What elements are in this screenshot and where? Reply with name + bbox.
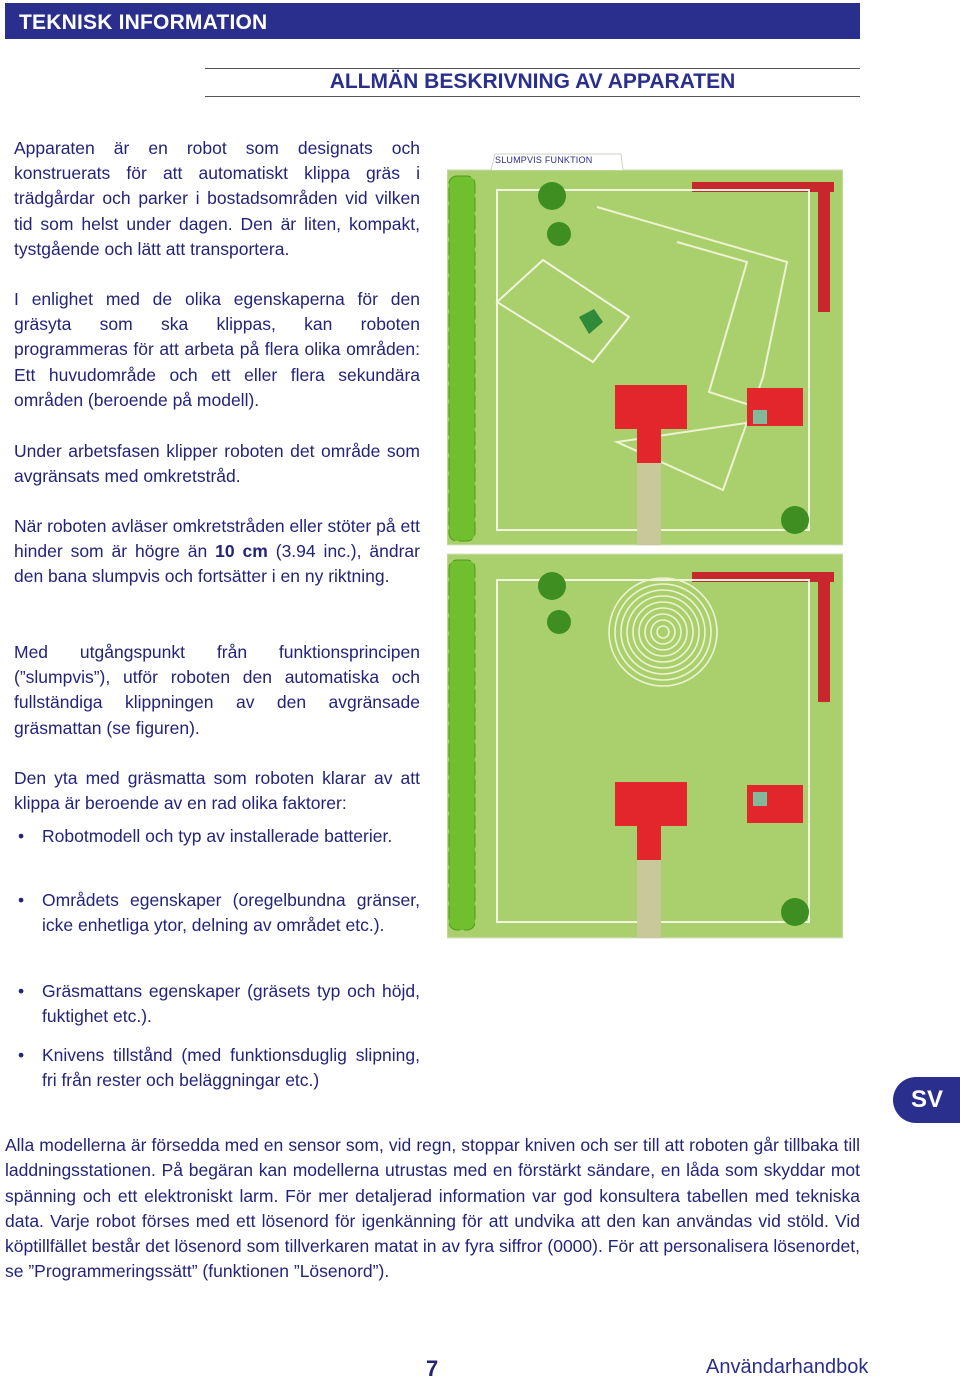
bullet-dot: • xyxy=(18,1045,25,1065)
header-title: TEKNISK INFORMATION xyxy=(19,11,268,34)
language-badge xyxy=(893,1077,960,1123)
random-mode-panel xyxy=(447,152,843,545)
section-rule-top xyxy=(205,68,860,69)
section-rule-bottom xyxy=(205,96,860,97)
bullet-item xyxy=(14,824,420,849)
bullet-text: Robotmodell och typ av installerade batterier. xyxy=(42,826,393,846)
bullet-dot: • xyxy=(18,826,25,846)
paragraph-2: I enlighet med de olika egenskaperna för den gräsyta som ska klippas, kan roboten programmeras för att arbeta på flera olika områden: Ett huvudområde och ett eller flera sekundära områden (beroende på modell). xyxy=(14,289,420,410)
figure-label: SLUMPVIS FUNKTION xyxy=(495,155,593,165)
bullet-text: Gräsmattans egenskaper (gräsets typ och höjd, fuktighet etc.). xyxy=(42,981,420,1027)
footer-title: Användarhandbok xyxy=(706,1356,869,1378)
full-width-paragraph: Alla modellerna är försedda med en sensor som, vid regn, stoppar kniven och ser till att roboten går tillbaka till laddningsstationen. På begäran kan modellerna utrustas med en förstärkt sändare, en låda som skyddar mot spänning och ett elektroniskt larm. För mer detaljerad information var god konsultera tabellen med tekniska data. Varje robot förses med ett lösenord för igenkänning för att undvika att den kan användas vid stöld. Vid köptillfället består det lösenord som tillverkaren matat in av fyra siffror (0000). För att personalisera lösenordet, se ”Programmeringssätt” (funktionen ”Lösenord”). xyxy=(5,1135,860,1282)
bullet-item xyxy=(14,888,420,938)
paragraph-6: Den yta med gräsmatta som roboten klarar av att klippa är beroende av en rad olika faktorer: xyxy=(14,768,420,814)
page-number: 7 xyxy=(426,1356,439,1381)
language-badge-text: SV xyxy=(911,1086,944,1113)
garden-illustration xyxy=(447,152,843,940)
paragraph-5: Med utgångspunkt från funktionsprincipen (”slumpvis”), utför roboten den automatiska och fullständiga klippningen av den avgränsade gräsmattan (se figuren). xyxy=(14,642,420,738)
paragraph-1: Apparaten är en robot som designats och konstruerats för att automatiskt klippa gräs i trädgårdar och parker i bostadsområden vid vilken tid som helst under dagen. Den är liten, kompakt, tystgående och lätt att transportera. xyxy=(14,138,420,259)
paragraph-3: Under arbetsfasen klipper roboten det område som avgränsats med omkretstråd. xyxy=(14,441,420,487)
header-bar xyxy=(5,3,860,39)
paragraph-4: När roboten avläser omkretstråden eller stöter på ett hinder som är högre än 10 cm (3.94 inc.), ändrar den bana slumpvis och fortsätter i en ny riktning. xyxy=(14,516,420,587)
spiral-mode-panel xyxy=(447,554,843,938)
bullet-text: Knivens tillstånd (med funktionsduglig slipning, fri från rester och beläggningar etc.) xyxy=(42,1045,420,1091)
bullet-dot: • xyxy=(18,890,25,910)
bullet-text: Områdets egenskaper (oregelbundna gränser, icke enhetliga ytor, delning av området etc.). xyxy=(42,890,420,936)
bullet-item xyxy=(14,1043,420,1093)
bullet-dot: • xyxy=(18,981,25,1001)
bullet-item xyxy=(14,979,420,1029)
section-title: ALLMÄN BESKRIVNING AV APPARATEN xyxy=(329,70,736,93)
